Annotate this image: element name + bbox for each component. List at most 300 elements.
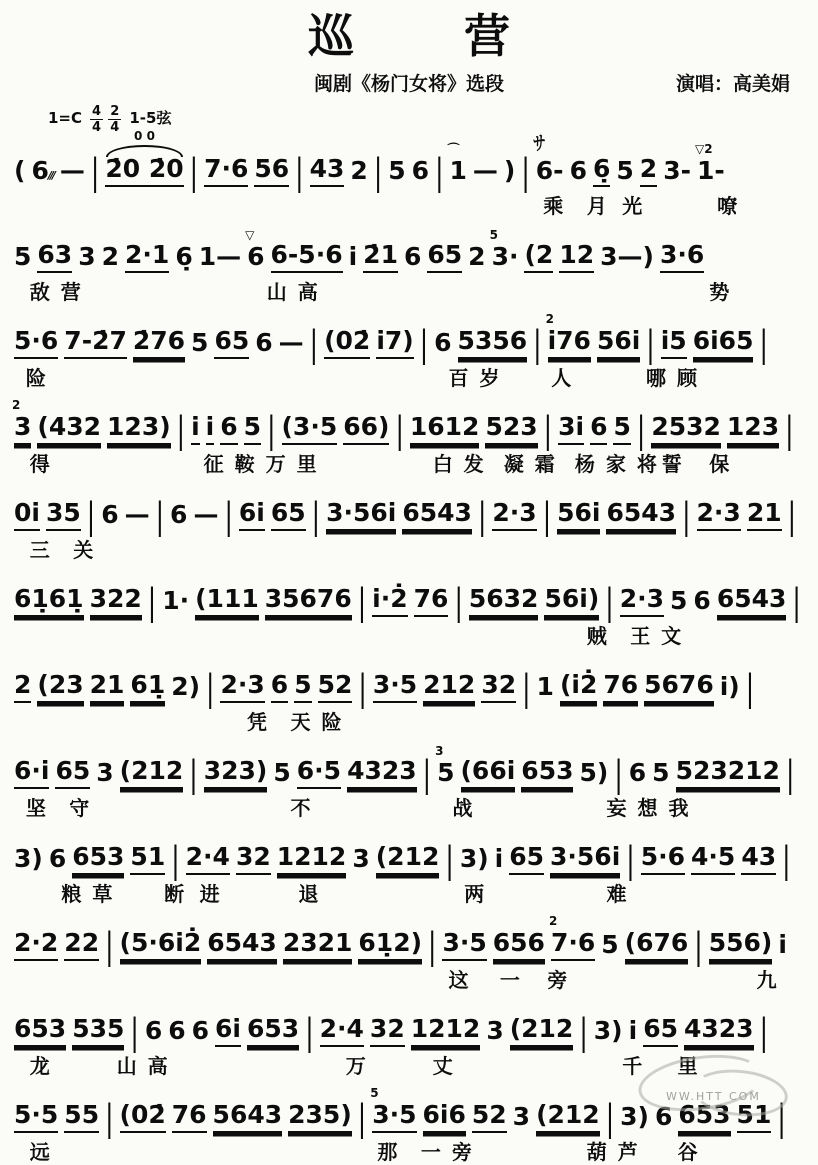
barline: | <box>176 408 186 451</box>
barline: | <box>373 150 383 193</box>
note-token: (432 <box>37 414 101 445</box>
lyric-word: 不 <box>290 797 322 820</box>
note-token: 56i) <box>544 586 599 617</box>
note-token: 1612 <box>410 414 480 445</box>
note-token: i <box>628 1015 638 1045</box>
note-token: 5643 <box>213 1102 283 1133</box>
note-token: 3· 5 <box>489 227 519 271</box>
lyrics-row <box>14 362 804 390</box>
score-line <box>14 1087 804 1164</box>
note-token: 51 <box>737 1102 772 1133</box>
lyric-word: 贼 <box>586 625 618 648</box>
note-token: 21 <box>90 672 125 703</box>
note-token: 2) <box>171 671 201 701</box>
note-token: 6 <box>693 585 711 615</box>
lyric-word: 远 <box>29 1141 61 1164</box>
note-token: 6-5·6 <box>271 242 343 273</box>
note-token: 3) <box>459 843 489 873</box>
lyric-word: 断 <box>164 883 196 906</box>
note-token: 43 <box>741 844 776 875</box>
time-signature: $\frac{2}{4}$ <box>110 104 120 136</box>
barline: | <box>147 580 157 623</box>
lyric-word: 王文 <box>630 625 693 648</box>
lyric-word: 退 <box>298 883 330 906</box>
lyric-word: 守 <box>69 797 101 820</box>
note-token: 5 <box>191 327 209 357</box>
barline: | <box>189 150 199 193</box>
note-token: 653 <box>247 1016 299 1047</box>
note-token: 5 <box>601 929 619 959</box>
barline: | <box>454 580 463 623</box>
lyric-word: 百岁 <box>448 367 511 390</box>
lyric-word: 天险 <box>290 711 353 734</box>
lyric-word: 杨家将 <box>574 453 668 476</box>
note-token: 2·1 <box>125 242 169 273</box>
note-token: 5·5 <box>14 1102 58 1133</box>
note-token: 6543 <box>717 586 787 617</box>
tremolo-mark: /// <box>47 168 54 182</box>
lyric-word: 千 <box>622 1055 654 1078</box>
note-token: 1 <box>536 671 554 701</box>
note-token: 653 <box>521 758 573 789</box>
lyric-word: 势 <box>709 281 741 304</box>
barline: | <box>682 494 691 537</box>
note-token: 2·2 <box>14 930 58 961</box>
note-token: 5 <box>613 414 630 445</box>
ornament-mark: 5 <box>370 1085 379 1100</box>
score-body <box>0 128 818 1164</box>
note-token: (2 <box>524 242 553 273</box>
note-token: 5·6 <box>641 844 685 875</box>
note-token: 3·6 <box>660 242 704 273</box>
lyrics-row <box>14 620 804 648</box>
note-token: 656 <box>493 930 545 961</box>
note-token: — <box>472 155 498 185</box>
note-token: 61̣2) <box>358 930 422 961</box>
note-token: 6·5 <box>297 758 341 789</box>
barline: | <box>395 408 404 451</box>
barline: | <box>224 494 233 537</box>
lyric-word: 粮草 <box>61 883 124 906</box>
note-token: (i2̇ <box>560 672 597 703</box>
ornament-mark: 3 <box>435 743 444 758</box>
note-token: 4323 <box>347 758 417 789</box>
barline: | <box>422 752 432 795</box>
note-token: 56i <box>557 500 600 531</box>
lyrics-row <box>14 534 804 562</box>
barline: | <box>759 322 768 365</box>
note-token: 5 <box>294 672 311 703</box>
barline: | <box>787 494 797 537</box>
notes-row <box>14 743 804 795</box>
note-token: 1· <box>162 585 190 615</box>
lyric-word: 坚 <box>25 797 57 820</box>
note-token: 322 <box>90 586 142 617</box>
note-token: 2 <box>640 156 657 187</box>
barline: | <box>155 494 165 537</box>
barline: | <box>445 838 454 881</box>
note-token: 2̇0 2̇0 0 0 <box>105 156 183 187</box>
note-token: 5·6 <box>14 328 58 359</box>
note-token: (02̇ <box>120 1102 166 1133</box>
barline: | <box>542 494 552 537</box>
note-token: 66) <box>343 414 389 445</box>
lyric-word: 山高 <box>116 1055 179 1078</box>
lyric-word: 妄想我 <box>606 797 700 820</box>
lyric-word: 万 <box>345 1055 377 1078</box>
score-line <box>14 829 804 906</box>
lyric-word: 关 <box>73 539 105 562</box>
note-token: 35676 <box>265 586 352 617</box>
note-token: i <box>778 929 787 959</box>
note-token: 6 <box>168 1015 186 1045</box>
barline: | <box>435 150 444 193</box>
note-token: 5 <box>244 414 261 445</box>
note-token: 7·6 2 <box>551 930 595 961</box>
barline: | <box>579 1010 588 1053</box>
barline: | <box>694 924 703 967</box>
note-token: 6 <box>590 414 607 445</box>
note-token: 1 ⌒ <box>447 141 467 185</box>
lyric-word: 战 <box>452 797 484 820</box>
notes-row <box>14 913 804 967</box>
barline: | <box>782 838 791 881</box>
barline: | <box>543 408 553 451</box>
lyric-word: 丈 <box>432 1055 464 1078</box>
note-token: i <box>206 414 215 445</box>
note-token: 1212 <box>277 844 347 875</box>
note-token: (212 <box>510 1016 574 1047</box>
lyric-word: 进 <box>199 883 231 906</box>
lyric-word: 一旁 <box>420 1141 483 1164</box>
score-line <box>14 128 804 218</box>
note-token: 22 <box>64 930 99 961</box>
note-token: 6543 <box>402 500 472 531</box>
notes-row <box>14 657 804 709</box>
note-token: i7) <box>376 328 413 359</box>
lyrics-row <box>14 706 804 734</box>
note-token: 1— <box>198 241 242 271</box>
score-line <box>14 915 804 992</box>
notes-row <box>14 571 804 623</box>
lyric-word: 旁 <box>547 969 579 992</box>
note-token: 2532 <box>651 414 721 445</box>
note-token: 6·i <box>14 758 49 789</box>
note-token: 2 <box>350 155 368 185</box>
note-token: 65 <box>509 844 544 875</box>
score-line <box>14 227 804 304</box>
note-token: 5) <box>579 757 609 787</box>
score-line <box>14 399 804 476</box>
notes-row <box>14 128 804 193</box>
note-token: 5632 <box>469 586 539 617</box>
watermark-text: WW.HTT COM <box>666 1090 761 1103</box>
lyrics-row <box>14 276 804 304</box>
ornament-mark: ▽ <box>245 227 255 242</box>
note-token: 5 <box>670 585 688 615</box>
note-token: — <box>59 155 85 185</box>
barline: | <box>105 1096 114 1139</box>
note-token: 3·5 <box>373 672 417 703</box>
note-token: (66i <box>461 758 516 789</box>
ornament-mark: ⌒ <box>447 141 460 156</box>
note-token: 2·4 <box>320 1016 364 1047</box>
note-token: 6 <box>255 327 273 357</box>
note-token: 6 <box>434 327 452 357</box>
barline: | <box>646 322 655 365</box>
barline: | <box>477 494 487 537</box>
notes-row <box>14 485 804 537</box>
lyrics-row <box>14 1136 804 1164</box>
barline: | <box>777 1096 786 1139</box>
note-token: (212 <box>120 758 184 789</box>
score-line <box>14 313 804 390</box>
note-token: 323) <box>204 758 268 789</box>
lyric-word: 难 <box>606 883 638 906</box>
notes-row <box>14 1001 804 1053</box>
note-token: 212 <box>423 672 475 703</box>
lyric-word: 白发 <box>432 453 495 476</box>
note-token: 3) <box>620 1101 649 1131</box>
note-token: ) <box>503 155 516 185</box>
note-token: 6̣ <box>593 156 610 187</box>
ornament-mark: 0 0 <box>134 128 155 143</box>
note-token: 52 <box>472 1102 507 1133</box>
note-token: 1212 <box>411 1016 481 1047</box>
lyric-word: 征鞍万里 <box>203 453 328 476</box>
performer-credit: 演唱：高美娟 <box>675 73 790 95</box>
note-token: 35 <box>46 500 81 531</box>
note-token: 3 <box>96 757 114 787</box>
note-token: 3- <box>663 155 691 185</box>
note-token: (212 <box>376 844 440 875</box>
lyric-word: 险 <box>25 367 57 390</box>
note-token: 3) <box>14 843 43 873</box>
strings-label: 1-5弦 <box>129 109 172 128</box>
ornament-mark: 2 <box>548 913 558 928</box>
ornament-mark: 5 <box>489 227 498 242</box>
ornament-mark: 2 <box>12 397 21 412</box>
note-token: 56i <box>597 328 640 359</box>
note-token: 7-2̇7 <box>64 328 127 359</box>
note-token: 63 <box>37 242 72 273</box>
note-token: i <box>494 843 504 873</box>
note-token: 2·4 <box>186 844 230 875</box>
note-token: 65 <box>427 242 462 273</box>
note-token: 3 <box>486 1015 504 1045</box>
barline: | <box>295 150 304 193</box>
note-token: 3·5 5 <box>372 1102 416 1133</box>
barline: | <box>309 322 319 365</box>
barline: | <box>605 580 614 623</box>
lyrics-row <box>14 448 804 476</box>
note-token: 235) <box>288 1102 352 1133</box>
note-token: 6 <box>191 1015 210 1045</box>
note-token: 76 <box>172 1102 207 1133</box>
note-token: i5 <box>661 328 687 359</box>
lyric-word: 嘹 <box>717 195 749 218</box>
note-token: 32 <box>236 844 271 875</box>
lyric-word: 乘 <box>543 195 575 218</box>
note-token: 6̣ <box>175 241 193 271</box>
lyric-word: 山高 <box>266 281 329 304</box>
lyric-word: 月 <box>586 195 618 218</box>
note-token: 5 <box>652 757 670 787</box>
barline: | サ <box>521 133 546 193</box>
note-token: 3) <box>593 1015 623 1045</box>
note-token: 3 <box>352 843 370 873</box>
barline: | <box>636 408 646 451</box>
note-token: 3i <box>558 414 584 445</box>
note-token: 6i <box>239 500 265 531</box>
note-token: 3—) <box>600 241 654 271</box>
lyric-word: 敌营 <box>29 281 92 304</box>
barline: | <box>614 752 623 795</box>
note-token: 32 <box>481 672 516 703</box>
note-token: 6/// <box>31 155 54 185</box>
lyrics-row <box>14 792 804 820</box>
barline: | <box>785 752 795 795</box>
note-token: — <box>124 499 150 529</box>
note-token: 5676 <box>644 672 714 703</box>
note-token: 523212 <box>676 758 780 789</box>
barline: | <box>533 322 542 365</box>
lyric-word: 里 <box>677 1055 709 1078</box>
note-token: (212 <box>536 1102 600 1133</box>
note-token: 123 <box>727 414 779 445</box>
subtitle-row <box>0 69 818 95</box>
barline: | <box>626 838 635 881</box>
note-token: 55 <box>64 1102 99 1133</box>
note-token: 6543 <box>207 930 277 961</box>
note-token: 6 <box>411 155 430 185</box>
lyrics-row <box>14 190 804 218</box>
barline: | <box>311 494 321 537</box>
barline: | <box>171 838 180 881</box>
note-token: 52 <box>318 672 353 703</box>
score-line <box>14 571 804 648</box>
note-token: 61̣61̣ <box>14 586 84 617</box>
note-token: 6i65 <box>693 328 754 359</box>
barline: | <box>90 150 100 193</box>
note-token: 123) <box>107 414 171 445</box>
note-token: 6 <box>569 155 587 185</box>
notes-row <box>14 1085 804 1139</box>
note-token: 2 <box>14 672 31 703</box>
lyric-word: 凭 <box>247 711 279 734</box>
note-token: 76 <box>603 672 638 703</box>
note-token: 6 <box>101 499 119 529</box>
note-token: 523 <box>485 414 537 445</box>
note-token: 65 <box>214 328 249 359</box>
note-token: i <box>348 241 358 271</box>
note-token: 6i6 <box>423 1102 466 1133</box>
note-token: 653 <box>14 1016 66 1047</box>
lyrics-row <box>14 964 804 992</box>
note-token: (3·5 <box>282 414 338 445</box>
note-token: 3 <box>78 241 96 271</box>
barline: | <box>358 666 367 709</box>
note-token: (23 <box>37 672 83 703</box>
lyric-word: 九 <box>756 969 788 992</box>
note-token: i76 2 <box>548 328 591 359</box>
note-token: 12 <box>559 242 594 273</box>
lyric-word: 誓 <box>661 453 693 476</box>
barline: | <box>105 924 114 967</box>
time-signature: $\frac{4}{4}$ <box>92 104 102 136</box>
note-token: 653 <box>678 1102 730 1133</box>
note-token: 6- <box>535 155 564 185</box>
barline: | <box>357 1096 367 1139</box>
barline: | <box>522 666 531 709</box>
note-token: 2·3 <box>220 672 264 703</box>
barline: | <box>419 322 429 365</box>
page-title: 巡营 <box>308 9 620 63</box>
notes-row <box>14 829 804 881</box>
ornament-mark: 2 <box>545 311 554 326</box>
note-token: ( <box>14 155 26 185</box>
barline: | <box>785 408 794 451</box>
note-token: (676 <box>625 930 689 961</box>
barline: | <box>206 666 215 709</box>
time-signatures <box>90 101 121 134</box>
barline: | <box>189 752 198 795</box>
note-token: 556) <box>709 930 773 961</box>
score-line <box>14 743 804 820</box>
note-token: 653 <box>72 844 124 875</box>
note-token: 65 <box>643 1016 678 1047</box>
note-token: (02̇ <box>324 328 370 359</box>
lyric-word: 凝霜 <box>503 453 566 476</box>
lyric-word: 三 <box>29 539 61 562</box>
note-token: 3 <box>512 1101 531 1131</box>
note-token: 2·3 <box>620 586 664 617</box>
note-token: 4·5 <box>691 844 735 875</box>
lyric-word: 龙 <box>29 1055 61 1078</box>
note-token: 3·56i <box>326 500 396 531</box>
barline: | <box>305 1010 314 1053</box>
barline: | <box>267 408 276 451</box>
note-token: 6 ▽ <box>245 227 265 271</box>
lyric-word: 哪顾 <box>646 367 708 390</box>
subtitle: 闽剧《杨门女将》选段 <box>313 73 504 95</box>
note-token: 6 <box>271 672 288 703</box>
note-token: 5356 <box>458 328 528 359</box>
note-token: — <box>278 327 304 357</box>
lyric-word: 一 <box>499 969 531 992</box>
note-token: 6543 <box>606 500 676 531</box>
note-token: 6 <box>170 499 188 529</box>
note-token: 65 <box>271 500 306 531</box>
barline: | <box>130 1010 139 1053</box>
note-token: — <box>193 499 219 529</box>
barline: | <box>428 924 437 967</box>
lyric-word: 谷 <box>677 1141 709 1164</box>
score-line <box>14 485 804 562</box>
note-token: 1- ▽2 <box>694 141 725 185</box>
note-token: 2 <box>101 241 120 271</box>
lyrics-row <box>14 878 804 906</box>
ornament-mark: サ <box>532 133 546 155</box>
note-token: i) <box>719 671 740 701</box>
note-token: 76 <box>414 586 449 617</box>
lyric-word: 光 <box>622 195 654 218</box>
note-token: 3·56i <box>550 844 620 875</box>
barline: | <box>86 494 96 537</box>
note-token: (5·6i2̇ <box>120 930 202 961</box>
note-token: 7·6 <box>204 156 248 187</box>
note-token: 21 <box>747 500 782 531</box>
